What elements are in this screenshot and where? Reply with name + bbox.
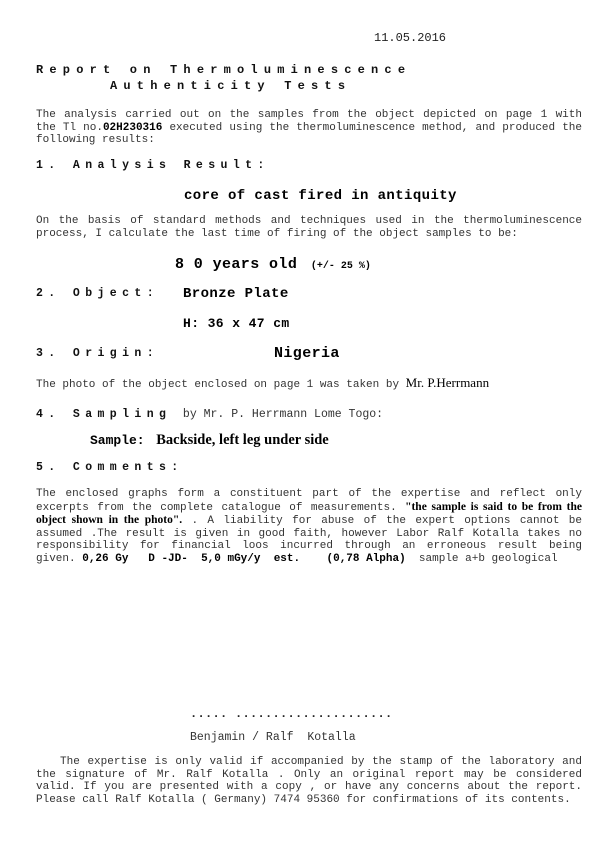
- report-title-line2: Authenticity Tests: [110, 79, 352, 93]
- object-heading: 2. Object:: [36, 287, 160, 300]
- intro-paragraph: [36, 109, 582, 147]
- report-title-line1: Report on Thermoluminescence: [36, 63, 412, 77]
- measure-dose: 0,26 Gy: [82, 552, 129, 565]
- origin-heading: 3. Origin:: [36, 347, 160, 360]
- tl-number: 02H230316: [102, 121, 163, 134]
- age-result: [175, 255, 371, 273]
- sampling-line: [36, 404, 383, 422]
- measure-method: D -JD-: [148, 552, 188, 565]
- report-date: 11.05.2016: [374, 31, 447, 45]
- sample-line: [90, 431, 329, 449]
- measure-alpha: (0,78 Alpha): [326, 552, 406, 565]
- sampling-heading: 4. Sampling: [36, 408, 172, 421]
- origin-photo-by: Mr. P.Herrmann: [405, 375, 490, 390]
- comments-quote: "the sample is said to be from the object shown in the photo".: [36, 500, 582, 526]
- object-dimensions: H: 36 x 47 cm: [183, 316, 290, 331]
- analysis-heading: 1. Analysis Result:: [36, 159, 270, 172]
- age-value: 8 0 years old: [175, 256, 298, 273]
- comments-text-1: The enclosed graphs form a constituent part of the expertise and reflect only excerpts from the complete catalogue of measurements.: [36, 488, 582, 514]
- origin-photo-line: [36, 377, 582, 392]
- comments-paragraph: [36, 488, 582, 565]
- age-tolerance: (+/- 25 %): [310, 261, 371, 272]
- sampling-by: by Mr. P. Herrmann Lome Togo:: [182, 408, 384, 421]
- intro-text-1: The analysis carried out on the samples from the object depicted on page 1 with the Tl no.: [36, 109, 582, 134]
- measure-rate: 5,0 mGy/y: [201, 552, 261, 565]
- origin-photo-text: The photo of the object enclosed on page 1 was taken by: [36, 379, 406, 391]
- comments-heading: 5. Comments:: [36, 461, 184, 474]
- analysis-text: On the basis of standard methods and techniques used in the thermoluminescence process, I calculate the last time of firing of the object samples to be:: [36, 215, 582, 240]
- object-value: Bronze Plate: [183, 286, 289, 302]
- comments-text-2: . A liability for abuse of the expert options cannot be assumed .The result is given in good faith, however Labor Ralf Kotalla takes no responsibility for financial loos incurred through an erroneous result being given.: [36, 515, 582, 565]
- intro-text-2: executed using the thermoluminescence method, and produced the following results:: [36, 121, 582, 146]
- sample-label: Sample:: [90, 433, 145, 448]
- signature-line: ..... .....................: [190, 707, 393, 721]
- analysis-result: core of cast fired in antiquity: [184, 188, 457, 204]
- signature-names: Benjamin / Ralf Kotalla: [190, 731, 356, 744]
- footer-notice: The expertise is only valid if accompanied by the stamp of the laboratory and the signature of Mr. Ralf Kotalla . Only an original report may be considered valid. If you are presented with a copy , or have any concerns about the report. Please call Ralf Kotalla ( Germany) 7474 95360 for confirmations of its contents.: [36, 756, 582, 806]
- measure-est: est.: [273, 552, 301, 565]
- sample-value: Backside, left leg under side: [156, 432, 329, 448]
- comments-text-3: sample a+b geological: [418, 552, 558, 565]
- origin-value: Nigeria: [274, 345, 340, 362]
